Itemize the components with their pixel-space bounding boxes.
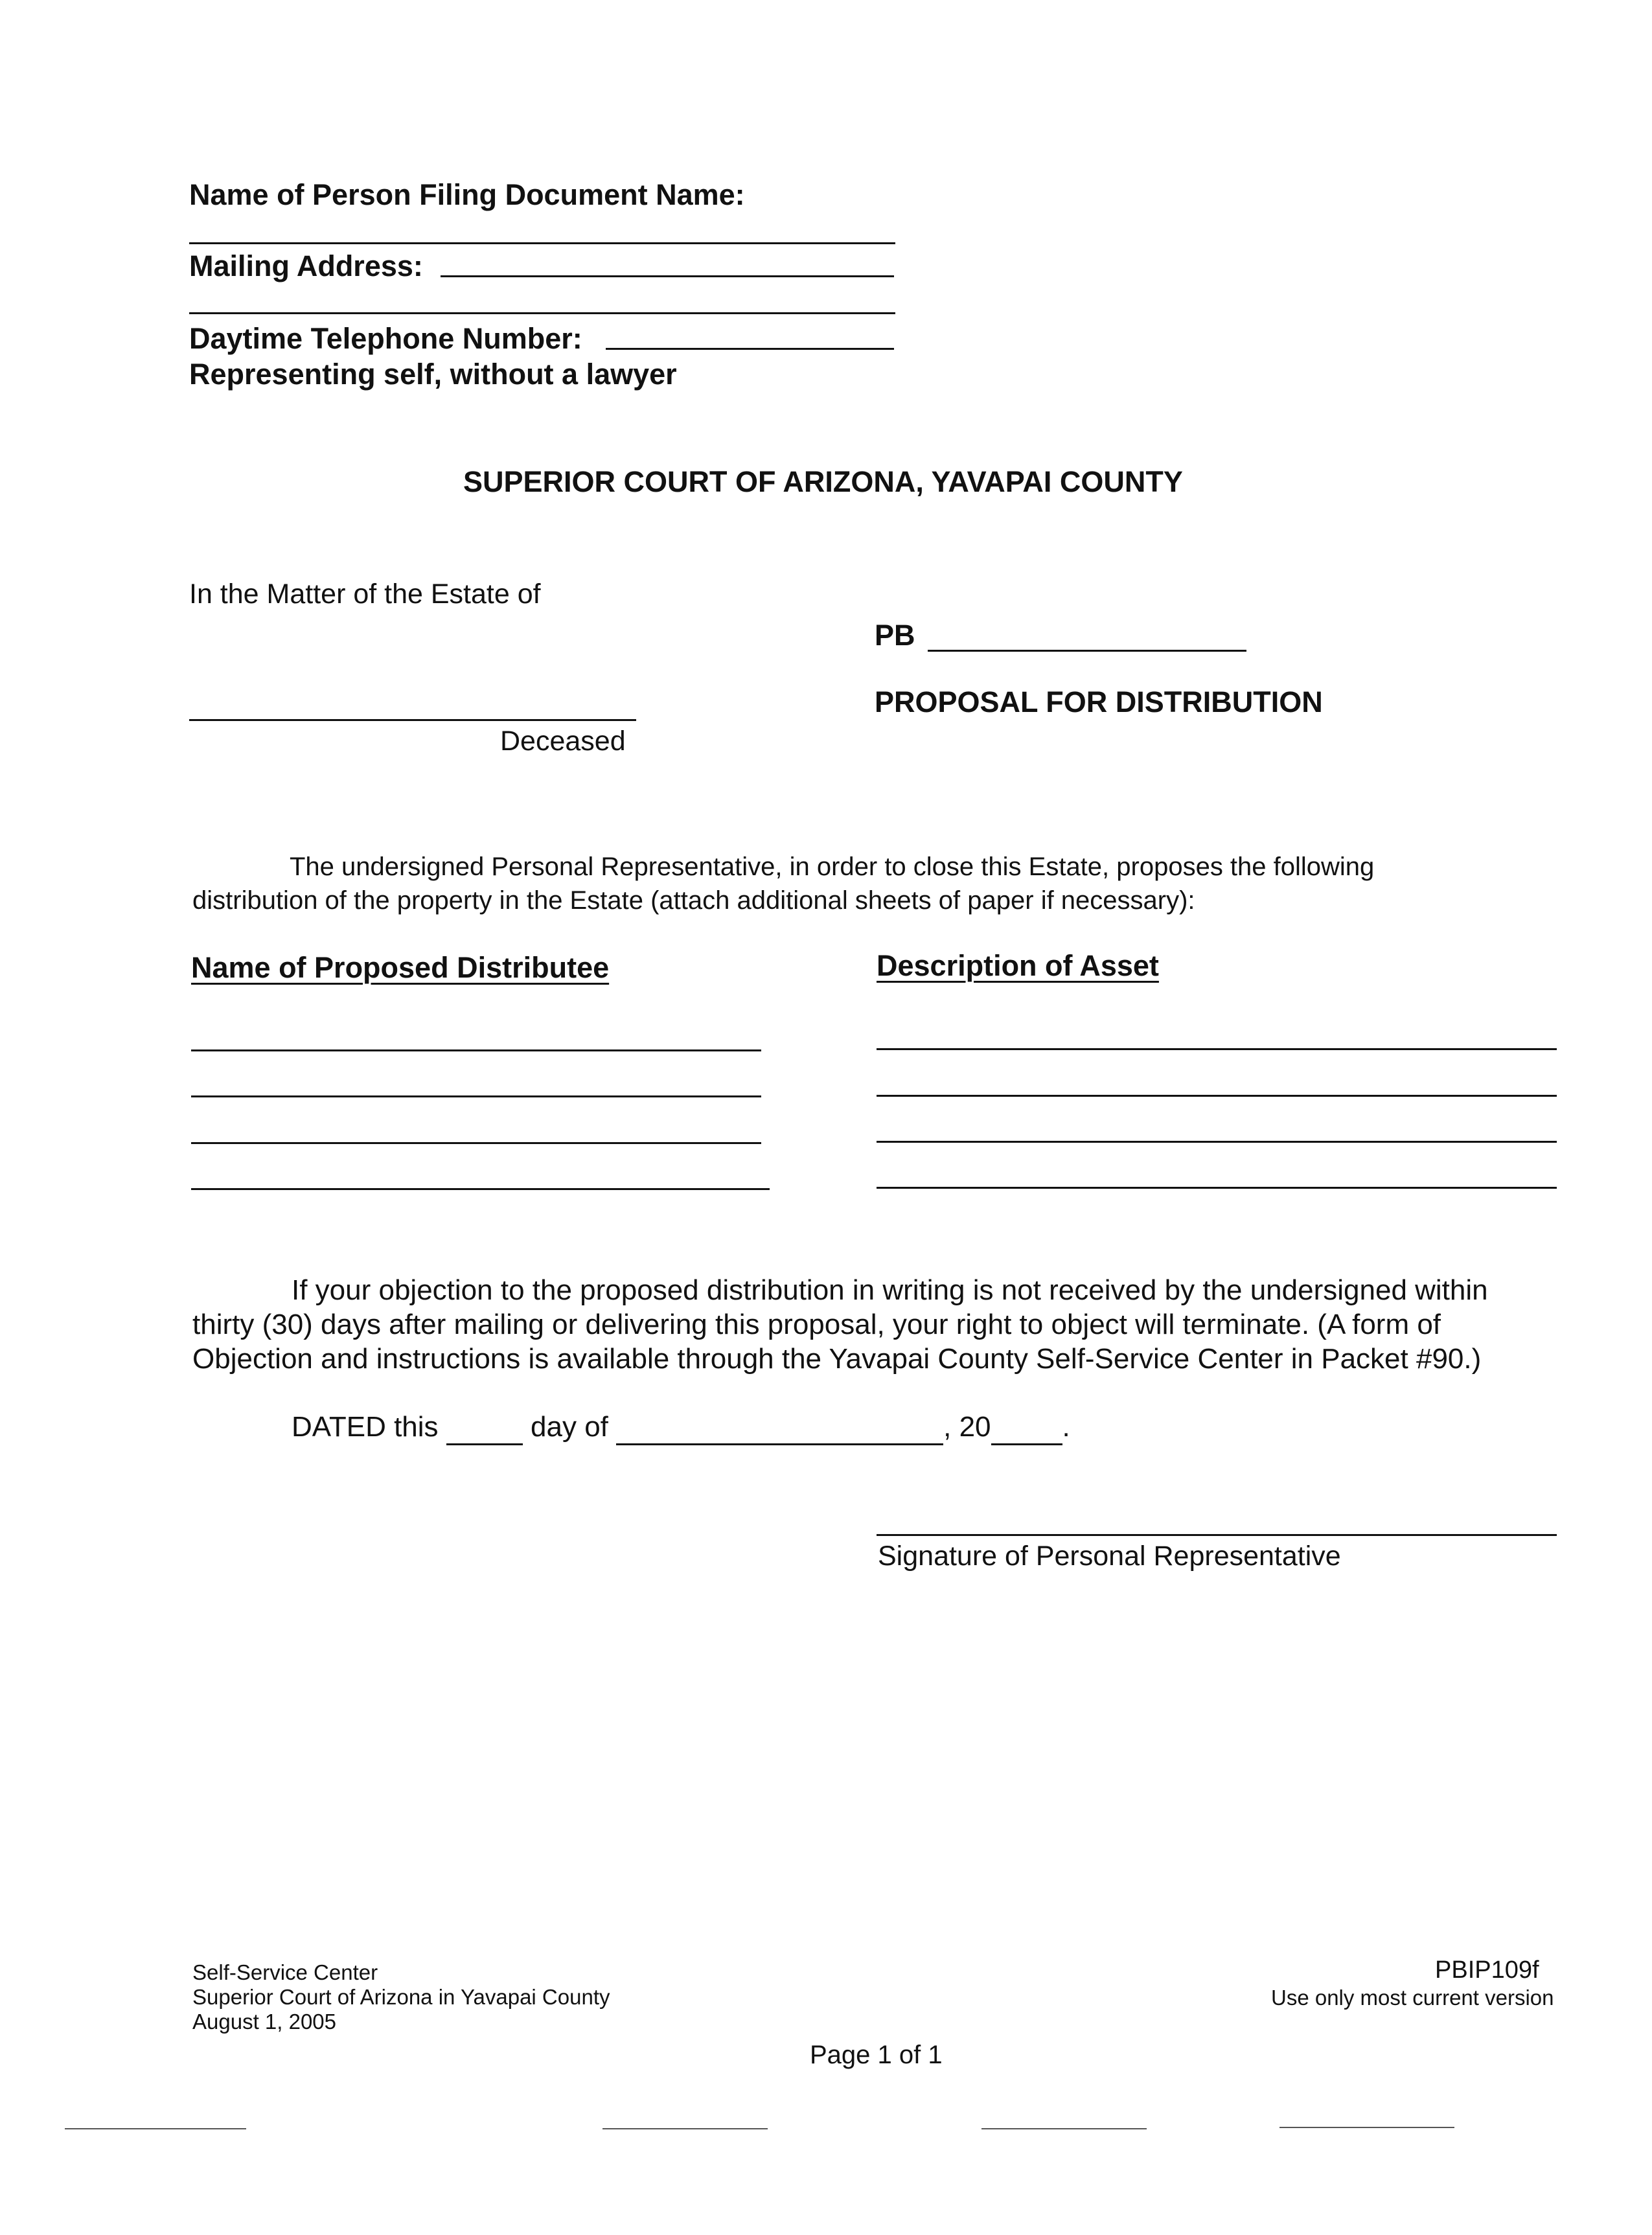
court-title: SUPERIOR COURT OF ARIZONA, YAVAPAI COUNTY — [463, 465, 1183, 498]
deceased-name-field[interactable] — [189, 719, 636, 721]
representing-label: Representing self, without a lawyer — [189, 358, 677, 391]
asset-field-2[interactable] — [877, 1095, 1557, 1097]
distributee-field-3[interactable] — [191, 1142, 761, 1144]
signature-label: Signature of Personal Representative — [878, 1541, 1341, 1572]
footer-left-line-1: Self-Service Center — [192, 1960, 378, 1984]
asset-field-1[interactable] — [877, 1048, 1557, 1050]
distributee-header: Name of Proposed Distributee — [191, 951, 610, 984]
scan-artifact-line — [65, 2128, 246, 2129]
form-code: PBIP109f — [1435, 1956, 1539, 1984]
objection-line-1: If your objection to the proposed distribution in writing is not received by the undersigned within — [292, 1274, 1488, 1306]
footer-left-line-3: August 1, 2005 — [192, 2010, 337, 2034]
objection-line-3: Objection and instructions is available through the Yavapai County Self-Service Center in Packet #90.) — [192, 1343, 1482, 1375]
objection-line-2: thirty (30) days after mailing or delivering this proposal, your right to object will terminate. (A form of — [192, 1309, 1441, 1340]
asset-field-3[interactable] — [877, 1141, 1557, 1143]
signature-field[interactable] — [877, 1534, 1557, 1536]
mailing-address-field-line2[interactable] — [189, 312, 895, 314]
phone-field[interactable] — [606, 348, 894, 350]
matter-label: In the Matter of the Estate of — [189, 579, 541, 610]
scan-artifact-line — [981, 2128, 1147, 2129]
mailing-address-label: Mailing Address: — [189, 249, 423, 282]
dated-year-prefix: , 20 — [943, 1411, 991, 1443]
scan-artifact-line — [1279, 2127, 1454, 2128]
document-title: PROPOSAL FOR DISTRIBUTION — [875, 685, 1323, 718]
version-note: Use only most current version — [1271, 1986, 1554, 2010]
distributee-field-2[interactable] — [191, 1095, 761, 1097]
distributee-field-4[interactable] — [191, 1188, 770, 1190]
day-field[interactable] — [446, 1411, 523, 1445]
year-field[interactable] — [991, 1411, 1062, 1445]
deceased-label: Deceased — [500, 726, 626, 757]
case-prefix: PB — [875, 619, 915, 652]
phone-label: Daytime Telephone Number: — [189, 322, 582, 355]
scan-artifact-line — [602, 2128, 768, 2129]
month-field[interactable] — [616, 1411, 943, 1445]
intro-line-1: The undersigned Personal Representative, in order to close this Estate, proposes the following — [290, 853, 1375, 881]
dated-day-of: day of — [531, 1411, 608, 1443]
mailing-address-field[interactable] — [441, 275, 894, 277]
asset-header: Description of Asset — [877, 949, 1159, 982]
footer-left-line-2: Superior Court of Arizona in Yavapai County — [192, 1985, 610, 2009]
asset-field-4[interactable] — [877, 1187, 1557, 1189]
filer-name-label: Name of Person Filing Document Name: — [189, 178, 745, 211]
case-number-field[interactable] — [928, 650, 1246, 652]
dated-prefix: DATED this — [292, 1411, 439, 1443]
intro-line-2: distribution of the property in the Estate (attach additional sheets of paper if necessary): — [192, 886, 1195, 915]
page-number: Page 1 of 1 — [810, 2041, 943, 2069]
filer-name-field[interactable] — [189, 242, 895, 244]
dated-line — [292, 1411, 1070, 1445]
distributee-field-1[interactable] — [191, 1049, 761, 1051]
dated-end: . — [1062, 1411, 1070, 1443]
